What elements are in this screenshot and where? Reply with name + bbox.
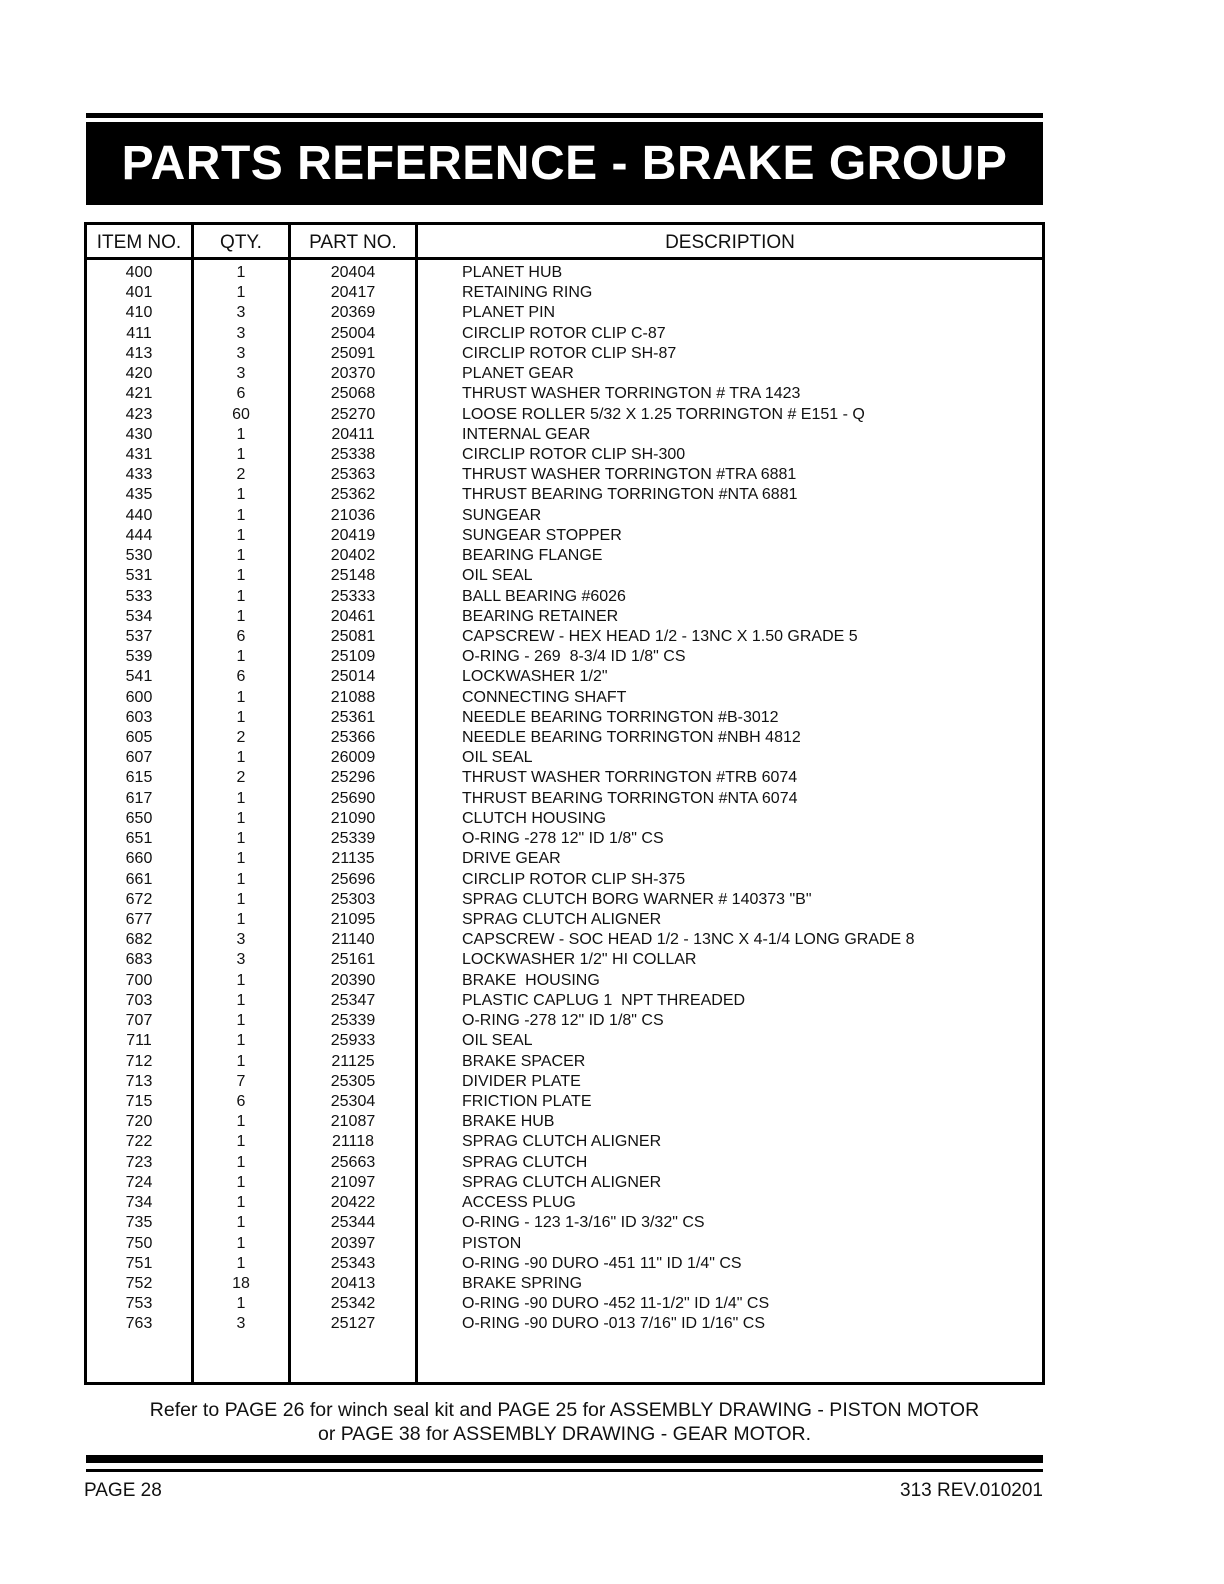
item-no-cell: 615	[125, 769, 153, 787]
top-rule	[86, 113, 1043, 118]
description-cell: CONNECTING SHAFT	[462, 688, 627, 706]
part-no-cell: 25344	[330, 1214, 376, 1232]
qty-cell: 1	[236, 607, 246, 625]
part-no-cell: 25339	[330, 1012, 376, 1030]
table-row	[87, 971, 1042, 991]
part-no-cell: 21088	[330, 688, 376, 706]
table-row	[87, 425, 1042, 445]
qty-cell: 1	[236, 890, 246, 908]
description-cell: O-RING -278 12" ID 1/8" CS	[462, 830, 664, 848]
description-cell: CIRCLIP ROTOR CLIP C-87	[462, 324, 666, 342]
part-no-cell: 21036	[330, 506, 376, 524]
table-row	[87, 1031, 1042, 1051]
part-no-cell: 25690	[330, 789, 376, 807]
table-row	[87, 667, 1042, 687]
part-no-cell: 25366	[330, 729, 376, 747]
description-cell: BRAKE SPRING	[462, 1274, 583, 1292]
part-no-cell: 20369	[330, 304, 376, 322]
description-cell: BRAKE SPACER	[462, 1052, 586, 1070]
part-no-cell: 20397	[330, 1234, 376, 1252]
table-row	[87, 768, 1042, 788]
item-no-cell: 735	[125, 1214, 153, 1232]
qty-cell: 1	[236, 506, 246, 524]
qty-cell: 1	[236, 1214, 246, 1232]
table-row	[87, 849, 1042, 869]
item-no-cell: 703	[125, 991, 153, 1009]
item-no-cell: 720	[125, 1113, 153, 1131]
part-no-cell: 25091	[330, 344, 376, 362]
header-part-no: PART NO.	[309, 232, 397, 253]
qty-cell: 2	[236, 466, 246, 484]
item-no-cell: 713	[125, 1072, 153, 1090]
part-no-cell: 21125	[331, 1052, 375, 1070]
description-cell: BRAKE HUB	[462, 1113, 555, 1131]
table-row	[87, 263, 1042, 283]
qty-cell: 1	[236, 1295, 246, 1313]
table-row	[87, 485, 1042, 505]
item-no-cell: 607	[125, 749, 153, 767]
table-row	[87, 566, 1042, 586]
qty-cell: 1	[236, 587, 246, 605]
table-row	[87, 789, 1042, 809]
table-row	[87, 1213, 1042, 1233]
item-no-cell: 723	[125, 1153, 153, 1171]
item-no-cell: 431	[125, 445, 153, 463]
table-row	[87, 384, 1042, 404]
item-no-cell: 534	[125, 607, 153, 625]
qty-cell: 6	[236, 1092, 246, 1110]
description-cell: SPRAG CLUTCH	[462, 1153, 588, 1171]
table-row	[87, 1052, 1042, 1072]
part-no-cell: 25127	[330, 1315, 376, 1333]
table-row	[87, 1254, 1042, 1274]
description-cell: ACCESS PLUG	[462, 1194, 576, 1212]
description-cell: OIL SEAL	[462, 567, 533, 585]
qty-cell: 3	[236, 931, 246, 949]
header-item-no: ITEM NO.	[96, 232, 182, 253]
description-cell: INTERNAL GEAR	[462, 425, 591, 443]
description-cell: PLANET HUB	[462, 264, 563, 281]
qty-cell: 1	[236, 526, 246, 544]
part-no-cell: 21090	[330, 809, 376, 827]
table-row	[87, 728, 1042, 748]
table-row	[87, 1193, 1042, 1213]
qty-cell: 1	[236, 567, 246, 585]
qty-cell: 1	[236, 830, 246, 848]
description-cell: PLASTIC CAPLUG 1 NPT THREADED	[462, 991, 746, 1009]
description-cell: O-RING - 269 8-3/4 ID 1/8" CS	[462, 648, 686, 666]
table-row	[87, 829, 1042, 849]
item-no-cell: 531	[125, 567, 153, 585]
qty-cell: 1	[236, 1153, 246, 1171]
part-no-cell: 25333	[330, 587, 376, 605]
description-cell: NEEDLE BEARING TORRINGTON #NBH 4812	[462, 729, 801, 747]
table-row	[87, 688, 1042, 708]
table-row	[87, 324, 1042, 344]
qty-cell: 1	[236, 284, 246, 302]
table-row	[87, 283, 1042, 303]
description-cell: PISTON	[462, 1234, 522, 1252]
table-row	[87, 1173, 1042, 1193]
part-no-cell: 25361	[330, 708, 376, 726]
part-no-cell: 25339	[330, 830, 376, 848]
description-cell: SPRAG CLUTCH BORG WARNER # 140373 "B"	[462, 890, 812, 908]
part-no-cell: 20461	[330, 607, 376, 625]
part-no-cell: 25362	[330, 486, 376, 504]
item-no-cell: 430	[125, 425, 153, 443]
qty-cell: 6	[236, 627, 246, 645]
part-no-cell: 25270	[330, 405, 376, 423]
table-row	[87, 870, 1042, 890]
qty-cell: 1	[236, 547, 246, 565]
description-cell: BEARING RETAINER	[462, 607, 619, 625]
table-row	[87, 1314, 1042, 1334]
description-cell: CIRCLIP ROTOR CLIP SH-375	[462, 870, 686, 888]
table-row	[87, 546, 1042, 566]
table-row	[87, 890, 1042, 910]
description-cell: O-RING -90 DURO -013 7/16" ID 1/16" CS	[462, 1315, 766, 1333]
table-row	[87, 1274, 1042, 1294]
table-row	[87, 1092, 1042, 1112]
item-no-cell: 533	[125, 587, 153, 605]
description-cell: LOCKWASHER 1/2" HI COLLAR	[462, 951, 697, 969]
table-row	[87, 607, 1042, 627]
table-row	[87, 526, 1042, 546]
qty-cell: 1	[236, 1113, 246, 1131]
table-row	[87, 364, 1042, 384]
description-cell: CAPSCREW - SOC HEAD 1/2 - 13NC X 4-1/4 LONG GRADE 8	[462, 931, 915, 949]
description-cell: THRUST WASHER TORRINGTON # TRA 1423	[462, 385, 801, 403]
description-cell: THRUST BEARING TORRINGTON #NTA 6074	[462, 789, 798, 807]
qty-cell: 2	[236, 769, 246, 787]
table-row	[87, 465, 1042, 485]
part-no-cell: 25342	[330, 1295, 376, 1313]
qty-cell: 18	[232, 1274, 250, 1292]
header-description: DESCRIPTION	[665, 232, 795, 253]
qty-cell: 1	[236, 648, 246, 666]
qty-cell: 3	[236, 344, 246, 362]
qty-cell: 1	[236, 486, 246, 504]
description-cell: BALL BEARING #6026	[462, 587, 626, 605]
item-no-cell: 724	[125, 1173, 153, 1191]
item-no-cell: 530	[125, 547, 153, 565]
qty-cell: 1	[236, 911, 246, 928]
description-cell: THRUST WASHER TORRINGTON #TRA 6881	[462, 466, 797, 484]
part-no-cell: 20402	[330, 547, 376, 565]
qty-cell: 3	[236, 951, 246, 969]
table-row	[87, 991, 1042, 1011]
description-cell: PLANET PIN	[462, 304, 556, 322]
description-cell: O-RING -90 DURO -452 11-1/2" ID 1/4" CS	[462, 1295, 770, 1313]
description-cell: SUNGEAR STOPPER	[462, 526, 622, 544]
description-cell: THRUST WASHER TORRINGTON #TRB 6074	[462, 769, 798, 787]
table-row	[87, 405, 1042, 425]
qty-cell: 1	[236, 264, 246, 281]
part-no-cell: 20417	[330, 284, 376, 302]
description-cell: DIVIDER PLATE	[462, 1072, 581, 1090]
qty-cell: 1	[236, 971, 246, 989]
part-no-cell: 20419	[330, 526, 376, 544]
item-no-cell: 751	[125, 1254, 153, 1272]
item-no-cell: 650	[125, 809, 153, 827]
table-row	[87, 748, 1042, 768]
table-body	[87, 263, 1042, 1335]
table-row	[87, 647, 1042, 667]
item-no-cell: 617	[125, 789, 153, 807]
table-row	[87, 1294, 1042, 1314]
header-divider	[87, 257, 1042, 260]
description-cell: BEARING FLANGE	[462, 547, 603, 565]
description-cell: PLANET GEAR	[462, 365, 574, 383]
item-no-cell: 700	[125, 971, 153, 989]
page-number: PAGE 28	[84, 1480, 162, 1501]
item-no-cell: 539	[125, 648, 153, 666]
item-no-cell: 683	[125, 951, 153, 969]
item-no-cell: 421	[125, 385, 153, 403]
item-no-cell: 435	[125, 486, 153, 504]
description-cell: SPRAG CLUTCH ALIGNER	[462, 911, 662, 928]
qty-cell: 1	[236, 1032, 246, 1050]
description-cell: SPRAG CLUTCH ALIGNER	[462, 1173, 662, 1191]
qty-cell: 7	[236, 1072, 246, 1090]
table-row	[87, 1011, 1042, 1031]
part-no-cell: 25109	[330, 648, 376, 666]
table-row	[87, 587, 1042, 607]
item-no-cell: 715	[125, 1092, 153, 1110]
item-no-cell: 711	[126, 1032, 152, 1050]
item-no-cell: 752	[125, 1274, 153, 1292]
qty-cell: 1	[236, 1194, 246, 1212]
reference-note	[86, 1398, 1043, 1446]
item-no-cell: 651	[125, 830, 153, 848]
description-cell: THRUST BEARING TORRINGTON #NTA 6881	[462, 486, 798, 504]
qty-cell: 1	[236, 1052, 246, 1070]
part-no-cell: 25343	[330, 1254, 376, 1272]
description-cell: SUNGEAR	[462, 506, 542, 524]
item-no-cell: 600	[125, 688, 153, 706]
part-no-cell: 21097	[330, 1173, 376, 1191]
table-row	[87, 708, 1042, 728]
item-no-cell: 411	[126, 324, 152, 342]
description-cell: CIRCLIP ROTOR CLIP SH-300	[462, 445, 686, 463]
item-no-cell: 722	[125, 1133, 153, 1151]
qty-cell: 1	[236, 850, 246, 868]
part-no-cell: 20404	[330, 264, 376, 281]
qty-cell: 3	[236, 304, 246, 322]
description-cell: CAPSCREW - HEX HEAD 1/2 - 13NC X 1.50 GRADE 5	[462, 627, 858, 645]
part-no-cell: 25338	[330, 445, 376, 463]
description-cell: SPRAG CLUTCH ALIGNER	[462, 1133, 662, 1151]
table-row	[87, 1072, 1042, 1092]
item-no-cell: 763	[125, 1315, 153, 1333]
qty-cell: 1	[236, 688, 246, 706]
part-no-cell: 25303	[330, 890, 376, 908]
part-no-cell: 25696	[330, 870, 376, 888]
qty-cell: 6	[236, 385, 246, 403]
description-cell: OIL SEAL	[462, 1032, 533, 1050]
table-row	[87, 930, 1042, 950]
part-no-cell: 25148	[330, 567, 376, 585]
part-no-cell: 21087	[330, 1113, 376, 1131]
qty-cell: 1	[236, 708, 246, 726]
item-no-cell: 605	[125, 729, 153, 747]
table-row	[87, 809, 1042, 829]
description-cell: O-RING -278 12" ID 1/8" CS	[462, 1012, 664, 1030]
part-no-cell: 25304	[330, 1092, 376, 1110]
part-no-cell: 25663	[330, 1153, 376, 1171]
part-no-cell: 21118	[331, 1133, 375, 1151]
qty-cell: 1	[236, 789, 246, 807]
reference-note-line-2: or PAGE 38 for ASSEMBLY DRAWING - GEAR MOTOR.	[317, 1423, 812, 1445]
description-cell: OIL SEAL	[462, 749, 533, 767]
item-no-cell: 537	[125, 627, 153, 645]
qty-cell: 3	[236, 1315, 246, 1333]
qty-cell: 1	[236, 749, 246, 767]
item-no-cell: 660	[125, 850, 153, 868]
table-row	[87, 506, 1042, 526]
description-cell: FRICTION PLATE	[462, 1092, 592, 1110]
qty-cell: 2	[236, 729, 246, 747]
item-no-cell: 541	[125, 668, 153, 686]
qty-cell: 1	[236, 445, 246, 463]
table-row	[87, 303, 1042, 323]
description-cell: O-RING -90 DURO -451 11" ID 1/4" CS	[462, 1254, 742, 1272]
table-row	[87, 1153, 1042, 1173]
description-cell: DRIVE GEAR	[462, 850, 561, 868]
revision-code: 313 REV.010201	[900, 1480, 1043, 1501]
qty-cell: 1	[236, 1173, 246, 1191]
item-no-cell: 734	[125, 1194, 153, 1212]
part-no-cell: 25068	[330, 385, 376, 403]
item-no-cell: 413	[125, 344, 153, 362]
qty-cell: 1	[236, 425, 246, 443]
table-row	[87, 344, 1042, 364]
bottom-rule-thin	[86, 1469, 1043, 1472]
item-no-cell: 440	[125, 506, 153, 524]
page-title: PARTS REFERENCE - BRAKE GROUP	[86, 122, 1043, 205]
description-cell: CIRCLIP ROTOR CLIP SH-87	[462, 344, 677, 362]
qty-cell: 3	[236, 324, 246, 342]
part-no-cell: 20370	[330, 365, 376, 383]
description-cell: NEEDLE BEARING TORRINGTON #B-3012	[462, 708, 779, 726]
reference-note-line-1: Refer to PAGE 26 for winch seal kit and PAGE 25 for ASSEMBLY DRAWING - PISTON MOTOR	[149, 1399, 980, 1421]
part-no-cell: 25014	[330, 668, 376, 686]
table-row	[87, 1234, 1042, 1254]
item-no-cell: 423	[125, 405, 153, 423]
table-row	[87, 1112, 1042, 1132]
item-no-cell: 712	[125, 1052, 153, 1070]
qty-cell: 3	[236, 365, 246, 383]
item-no-cell: 400	[125, 264, 153, 281]
parts-table	[84, 222, 1045, 1385]
part-no-cell: 25161	[330, 951, 376, 969]
part-no-cell: 25363	[330, 466, 376, 484]
part-no-cell: 26009	[330, 749, 376, 767]
qty-cell: 1	[236, 1254, 246, 1272]
part-no-cell: 25004	[330, 324, 376, 342]
table-row	[87, 1132, 1042, 1152]
qty-cell: 1	[236, 1234, 246, 1252]
part-no-cell: 25305	[330, 1072, 376, 1090]
header-qty: QTY.	[220, 232, 262, 253]
item-no-cell: 433	[125, 466, 153, 484]
description-cell: LOOSE ROLLER 5/32 X 1.25 TORRINGTON # E151 - Q	[462, 405, 865, 423]
item-no-cell: 750	[125, 1234, 153, 1252]
item-no-cell: 444	[125, 526, 153, 544]
table-row	[87, 910, 1042, 930]
qty-cell: 1	[236, 991, 246, 1009]
part-no-cell: 25933	[330, 1032, 376, 1050]
table-row	[87, 627, 1042, 647]
description-cell: LOCKWASHER 1/2"	[462, 668, 608, 686]
item-no-cell: 410	[125, 304, 153, 322]
item-no-cell: 707	[125, 1012, 153, 1030]
description-cell: BRAKE HOUSING	[462, 971, 600, 989]
description-cell: RETAINING RING	[462, 284, 593, 302]
part-no-cell: 21135	[331, 850, 375, 868]
part-no-cell: 25296	[330, 769, 376, 787]
qty-cell: 1	[236, 870, 246, 888]
part-no-cell: 25347	[330, 991, 376, 1009]
qty-cell: 6	[236, 668, 246, 686]
item-no-cell: 672	[125, 890, 153, 908]
item-no-cell: 401	[125, 284, 153, 302]
part-no-cell: 20413	[330, 1274, 376, 1292]
qty-cell: 1	[236, 1012, 246, 1030]
qty-cell: 1	[236, 1133, 246, 1151]
item-no-cell: 682	[125, 931, 153, 949]
part-no-cell: 20422	[330, 1194, 376, 1212]
part-no-cell: 20390	[330, 971, 376, 989]
item-no-cell: 677	[125, 911, 153, 928]
part-no-cell: 21140	[331, 931, 375, 949]
table-row	[87, 950, 1042, 970]
table-row	[87, 445, 1042, 465]
item-no-cell: 603	[125, 708, 153, 726]
part-no-cell: 20411	[331, 425, 375, 443]
bottom-rule-thick	[86, 1455, 1043, 1463]
description-cell: O-RING - 123 1-3/16" ID 3/32" CS	[462, 1214, 705, 1232]
qty-cell: 60	[232, 405, 250, 423]
item-no-cell: 661	[125, 870, 153, 888]
description-cell: CLUTCH HOUSING	[462, 809, 607, 827]
item-no-cell: 420	[125, 365, 153, 383]
qty-cell: 1	[236, 809, 246, 827]
item-no-cell: 753	[125, 1295, 153, 1313]
part-no-cell: 25081	[330, 627, 376, 645]
part-no-cell: 21095	[330, 911, 376, 928]
